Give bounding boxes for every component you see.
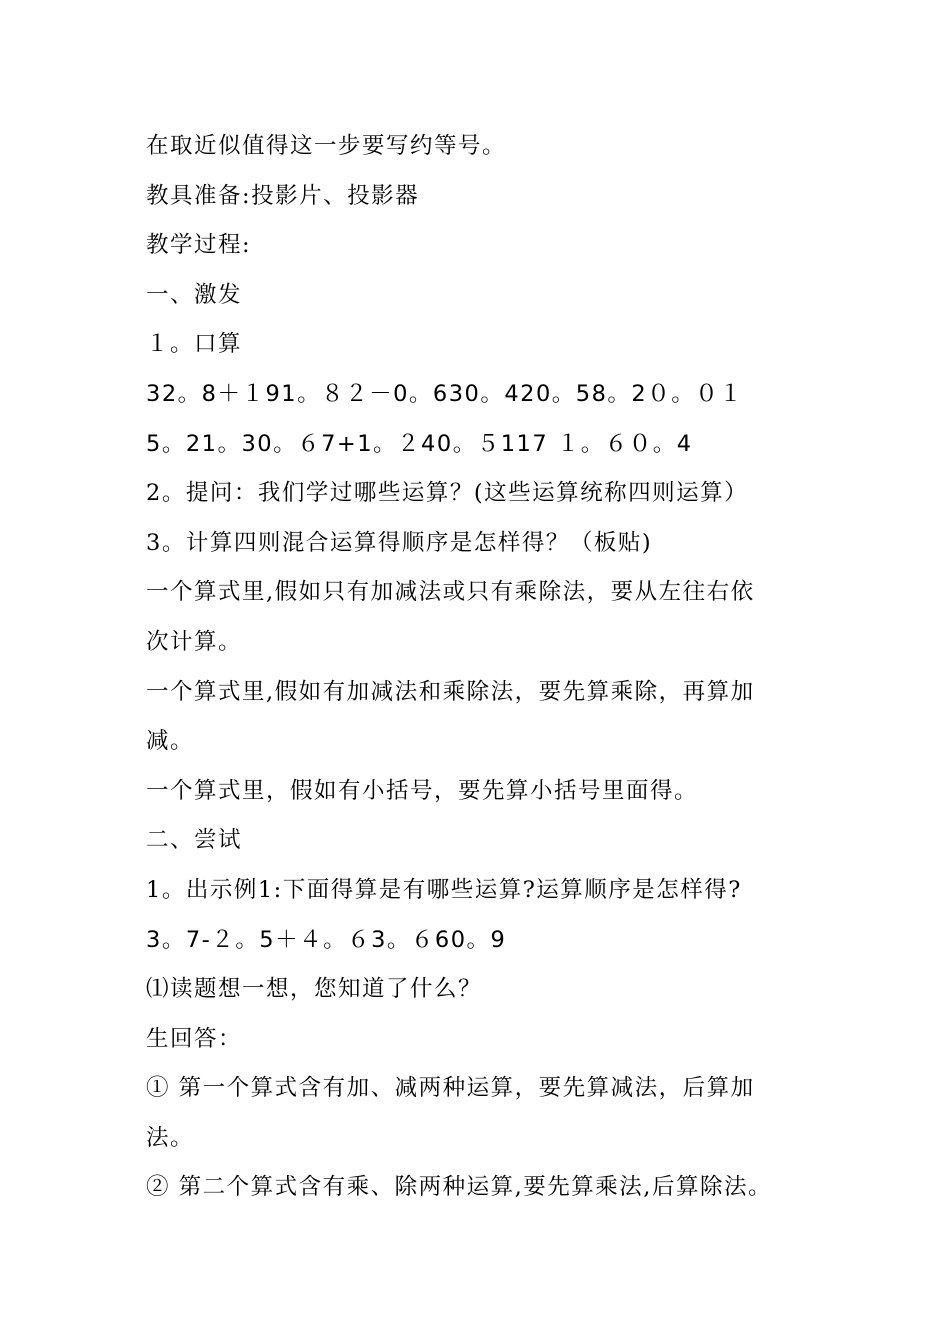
text-line: 法。 (146, 1124, 195, 1151)
text-line: 在取近似值得这一步要写约等号。 (146, 133, 507, 159)
text-line: 次计算。 (146, 628, 243, 655)
document-body (146, 122, 816, 1213)
arithmetic-line: 3。7-２。5＋４。６3。６60。9 (146, 926, 507, 953)
text-line: 一个算式里,假如有加减法和乘除法，要先算乘除，再算加 (146, 678, 755, 705)
text-line: 减。 (146, 728, 195, 755)
text-line: 生回答： (146, 1025, 243, 1052)
text-line: 教学过程: (146, 232, 252, 259)
section-heading: 二、尝试 (146, 827, 243, 854)
text-line: ⑴读题想一想，您知道了什么？ (146, 976, 483, 1003)
text-line: ① 第一个算式含有加、减两种运算，要先算减法，后算加 (146, 1075, 755, 1102)
section-heading: 一、激发 (146, 281, 243, 308)
text-line: 1。出示例1:下面得算是有哪些运算?运算顺序是怎样得? (146, 876, 742, 903)
text-line: 一个算式里，假如有小括号，要先算小括号里面得。 (146, 777, 699, 804)
text-line: 一个算式里,假如只有加减法或只有乘除法，要从左往右依 (146, 579, 755, 606)
text-line: 2。提问：我们学过哪些运算？(这些运算统称四则运算） (146, 480, 749, 507)
text-line: 教具准备:投影片、投影器 (146, 182, 420, 209)
text-line: ② 第二个算式含有乘、除两种运算,要先算乘法,后算除法。 (146, 1174, 772, 1201)
arithmetic-line: 32。8＋１91。８２－0。630。420。58。2０。０１ (146, 380, 744, 407)
text-line: 3。计算四则混合运算得顺序是怎样得？（板贴) (146, 529, 653, 556)
text-line: １。口算 (146, 331, 243, 358)
arithmetic-line: 5。21。30。６7+1。２40。５117 １。６０。4 (146, 430, 693, 457)
